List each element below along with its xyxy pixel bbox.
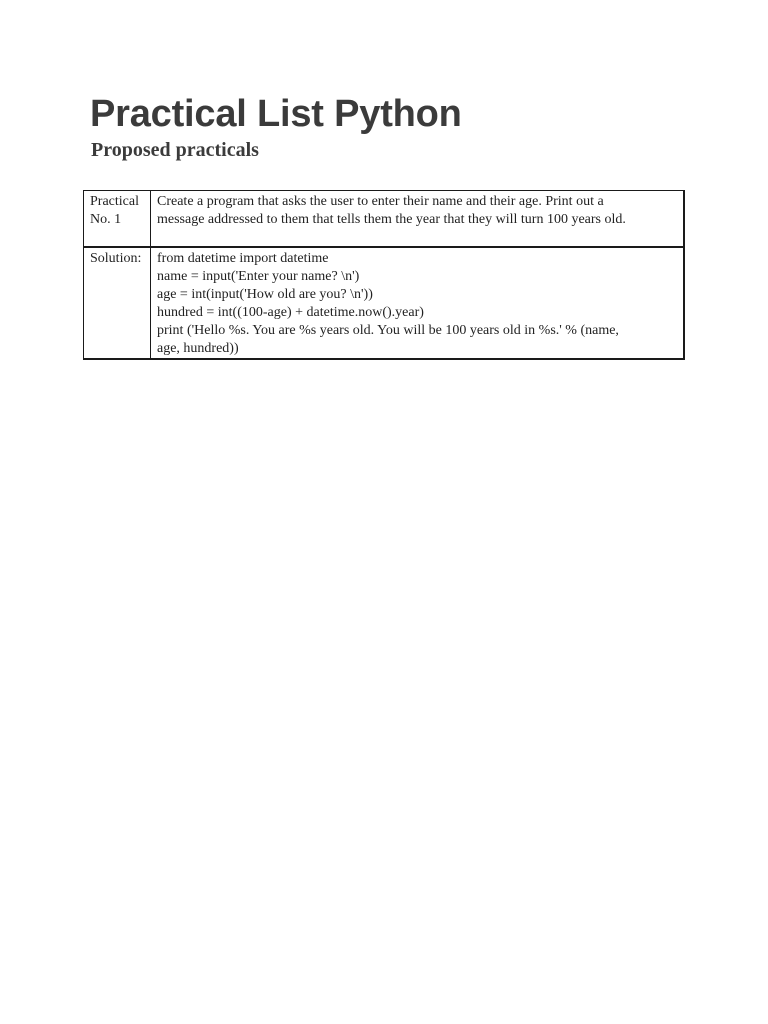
code-line: age, hundred)) xyxy=(157,341,239,356)
practical-number-label xyxy=(84,191,151,248)
label-line: Solution: xyxy=(90,251,142,266)
description-line: Create a program that asks the user to enter their name and their age. Print out a xyxy=(157,194,604,209)
practical-table xyxy=(83,190,685,360)
label-line: Practical xyxy=(90,194,139,209)
code-line: print ('Hello %s. You are %s years old. You will be 100 years old in %s.' % (name, xyxy=(157,323,619,338)
code-line: name = input('Enter your name? \n') xyxy=(157,269,360,284)
practical-description xyxy=(151,191,685,248)
label-line: No. 1 xyxy=(90,212,122,227)
table-row-solution xyxy=(84,247,685,359)
description-line: message addressed to them that tells them the year that they will turn 100 years old. xyxy=(157,212,626,227)
page-subtitle: Proposed practicals xyxy=(91,139,259,161)
code-line: hundred = int((100-age) + datetime.now().year) xyxy=(157,305,424,320)
solution-label xyxy=(84,247,151,359)
code-line: from datetime import datetime xyxy=(157,251,329,266)
table-row-practical xyxy=(84,191,685,248)
solution-code xyxy=(151,247,685,359)
code-line: age = int(input('How old are you? \n')) xyxy=(157,287,373,302)
page-title: Practical List Python xyxy=(90,93,462,135)
